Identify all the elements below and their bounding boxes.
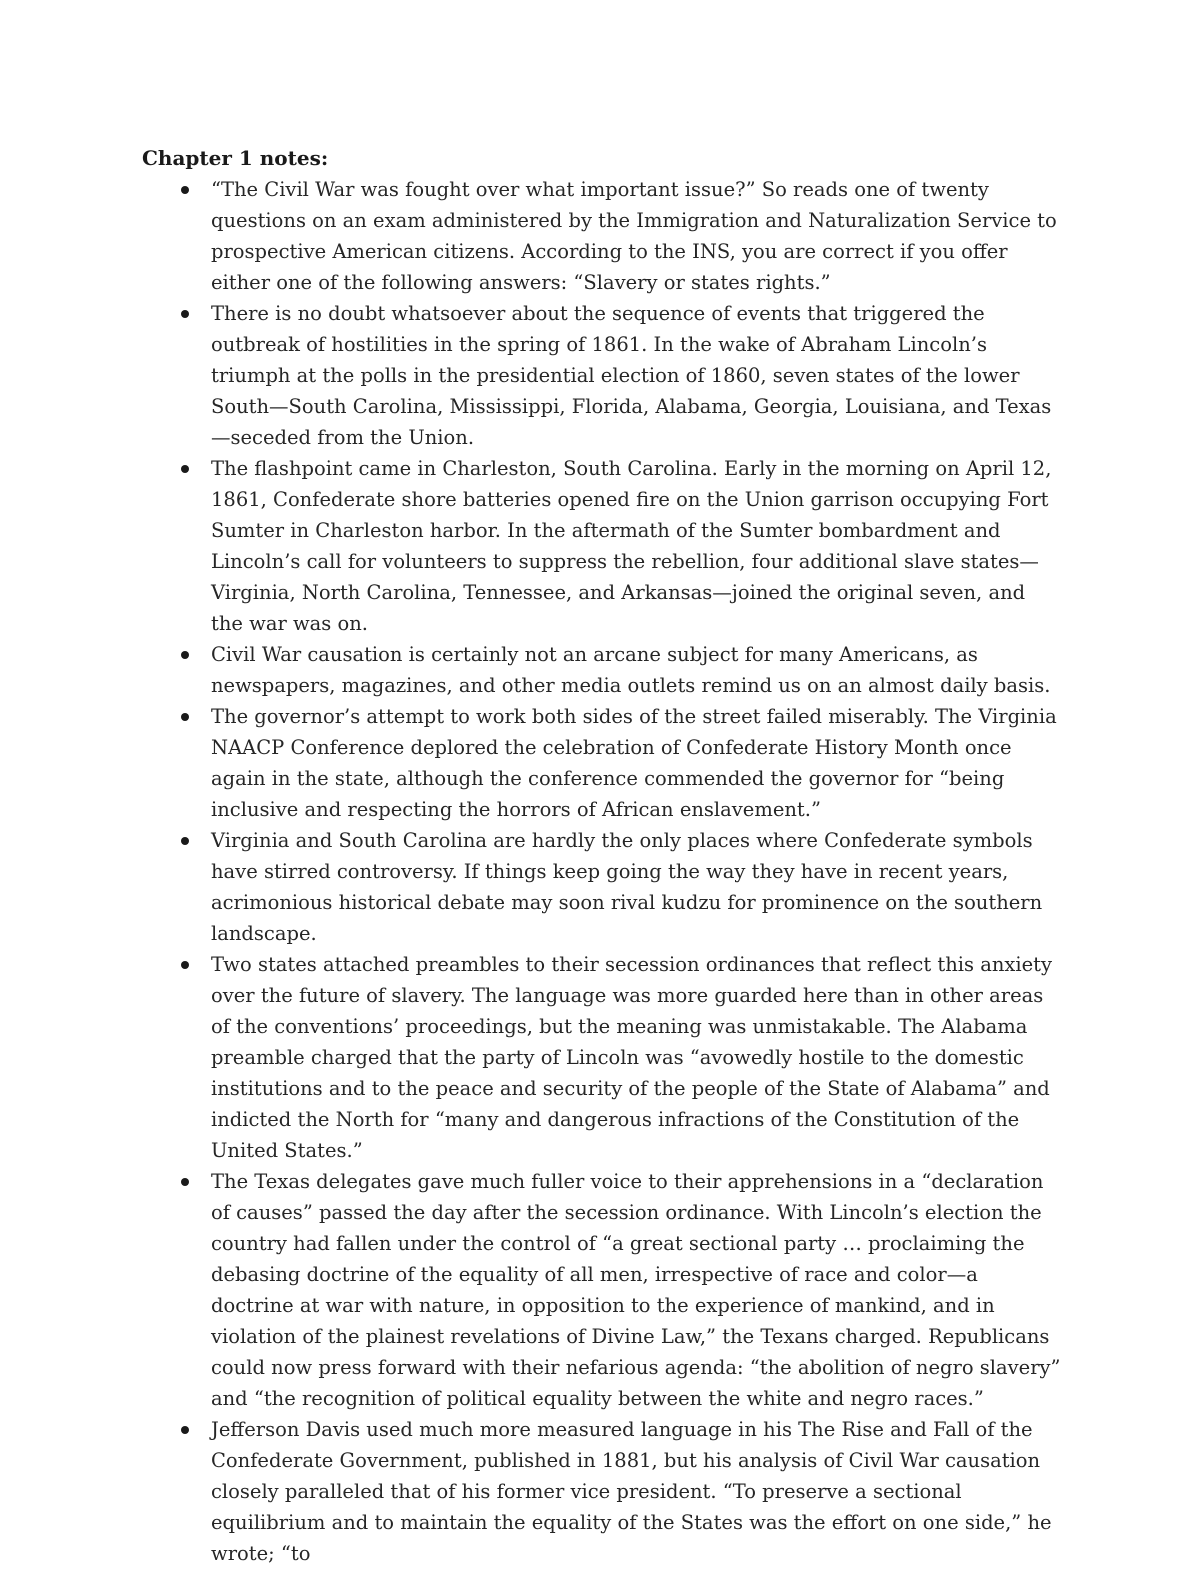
note-text: Civil War causation is certainly not an arcane subject for many Americans, as newspapers, magazines, and other media outlets remind us on an almost daily basis. (211, 643, 1051, 697)
bullet-icon (181, 310, 189, 318)
bullet-icon (181, 1178, 189, 1186)
bullet-icon (181, 651, 189, 659)
note-item (142, 174, 1062, 298)
note-text: The governor’s attempt to work both sides of the street failed miserably. The Virginia NAACP Conference deplored the celebration of Confederate History Month once again in the state, although the conference commended the governor for “being inclusive and respecting the horrors of African enslavement.” (211, 705, 1057, 821)
note-item (142, 639, 1062, 701)
document-body (142, 143, 1062, 1569)
note-item (142, 298, 1062, 453)
note-text: There is no doubt whatsoever about the sequence of events that triggered the outbreak of hostilities in the spring of 1861. In the wake of Abraham Lincoln’s triumph at the polls in the presidential election of 1860, seven states of the lower South—South Carolina, Mississippi, Florida, Alabama, Georgia, Louisiana, and Texas—seceded from the Union. (211, 302, 1052, 449)
note-item (142, 453, 1062, 639)
note-text: Two states attached preambles to their secession ordinances that reflect this anxiety over the future of slavery. The language was more guarded here than in other areas of the conventions’ proceedings, but the meaning was unmistakable. The Alabama preamble charged that the party of Lincoln was “avowedly hostile to the domestic institutions and to the peace and security of the people of the State of Alabama” and indicted the North for “many and dangerous infractions of the Constitution of the United States.” (211, 953, 1053, 1162)
note-text: Jefferson Davis used much more measured language in his The Rise and Fall of the Confederate Government, published in 1881, but his analysis of Civil War causation closely paralleled that of his former vice president. “To preserve a sectional equilibrium and to maintain the equality of the States was the effort on one side,” he wrote; “to (211, 1418, 1052, 1565)
note-item (142, 825, 1062, 949)
note-text: The Texas delegates gave much fuller voice to their apprehensions in a “declaration of causes” passed the day after the secession ordinance. With Lincoln’s election the country had fallen under the control of “a great sectional party … proclaiming the debasing doctrine of the equality of all men, irrespective of race and color—a doctrine at war with nature, in opposition to the experience of mankind, and in violation of the plainest revelations of Divine Law,” the Texans charged. Republicans could now press forward with their nefarious agenda: “the abolition of negro slavery” and “the recognition of political equality between the white and negro races.” (211, 1170, 1061, 1410)
bullet-icon (181, 837, 189, 845)
note-item (142, 1414, 1062, 1569)
bullet-icon (181, 961, 189, 969)
note-text: The flashpoint came in Charleston, South Carolina. Early in the morning on April 12, 1861, Confederate shore batteries opened fire on the Union garrison occupying Fort Sumter in Charleston harbor. In the aftermath of the Sumter bombardment and Lincoln’s call for volunteers to suppress the rebellion, four additional slave states—Virginia, North Carolina, Tennessee, and Arkansas—joined the original seven, and the war was on. (211, 457, 1052, 635)
bullet-icon (181, 465, 189, 473)
bullet-icon (181, 186, 189, 194)
bullet-icon (181, 713, 189, 721)
bullet-icon (181, 1426, 189, 1434)
note-item (142, 1166, 1062, 1414)
notes-list (142, 174, 1062, 1569)
note-item (142, 701, 1062, 825)
note-text: “The Civil War was fought over what important issue?” So reads one of twenty questions on an exam administered by the Immigration and Naturalization Service to prospective American citizens. According to the INS, you are correct if you offer either one of the following answers: “Slavery or states rights.” (211, 178, 1057, 294)
note-item (142, 949, 1062, 1166)
note-text: Virginia and South Carolina are hardly the only places where Confederate symbols have stirred controversy. If things keep going the way they have in recent years, acrimonious historical debate may soon rival kudzu for prominence on the southern landscape. (211, 829, 1043, 945)
chapter-heading: Chapter 1 notes: (142, 146, 329, 170)
